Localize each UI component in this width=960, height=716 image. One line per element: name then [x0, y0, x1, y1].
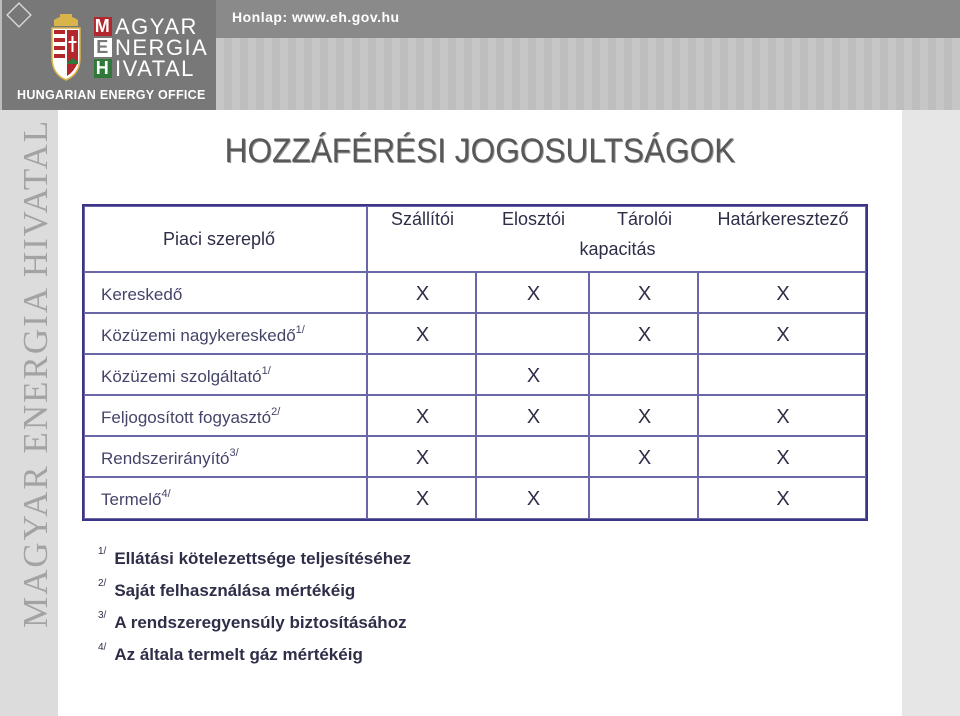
row-footnote-mark: 3/	[229, 447, 239, 459]
footnote	[98, 578, 356, 601]
access-mark: X	[776, 488, 790, 510]
homepage-url[interactable]: Honlap: www.eh.gov.hu	[232, 9, 400, 25]
access-mark: X	[415, 488, 430, 510]
table-cell	[476, 354, 589, 395]
table-cell	[367, 436, 476, 477]
logo-letter-e: E	[94, 38, 112, 57]
table-cell	[367, 272, 476, 313]
slide	[58, 110, 902, 716]
header	[0, 0, 960, 110]
table-row-label-cell	[84, 272, 367, 313]
column-header-4: Határkeresztező	[717, 209, 849, 229]
access-mark: X	[526, 406, 541, 428]
footnote-mark: 4/	[98, 642, 107, 653]
column-header-2: Elosztói	[501, 209, 566, 229]
table-cell	[589, 272, 698, 313]
access-mark: X	[526, 283, 541, 305]
table-row-label-cell	[84, 477, 367, 519]
access-mark: X	[415, 447, 430, 469]
table-cell	[476, 436, 589, 477]
row-label: Feljogosított fogyasztó$^{2/}$	[101, 406, 281, 427]
right-strip	[902, 110, 960, 716]
access-mark: X	[415, 406, 430, 428]
footnote-text: A rendszeregyensúly biztosításához	[114, 613, 407, 632]
table-row-label-cell	[84, 313, 367, 354]
table-cell	[589, 395, 698, 436]
footnote-mark: 2/	[98, 578, 107, 589]
table-cell	[476, 395, 589, 436]
footnote-mark: 1/	[98, 546, 107, 557]
access-mark: X	[526, 365, 541, 387]
row-label: Kereskedő	[101, 285, 183, 304]
diamond-icon	[6, 2, 32, 28]
table-cell	[589, 477, 698, 519]
footnote-text: Ellátási kötelezettsége teljesítéséhez	[114, 549, 412, 568]
table-cell	[589, 313, 698, 354]
access-mark: X	[637, 324, 652, 346]
access-mark: X	[637, 406, 652, 428]
footnote	[98, 642, 363, 665]
table-cell	[367, 313, 476, 354]
logo-letter-m: M	[94, 16, 112, 36]
table-cell	[367, 354, 476, 395]
table-corner-header	[84, 206, 367, 272]
footnote	[98, 546, 412, 569]
table-cell	[367, 477, 476, 519]
column-header-1: Szállítói	[390, 209, 455, 229]
footnote	[98, 610, 407, 633]
logo-letter-h: H	[95, 58, 111, 78]
coat-of-arms-icon	[44, 14, 88, 82]
footnote-text: Saját felhasználása mértékéig	[114, 581, 356, 600]
row-footnote-mark: 1/	[295, 324, 305, 336]
logo-subtitle: HUNGARIAN ENERGY OFFICE	[17, 88, 206, 102]
footnote-text: Az általa termelt gáz mértékéig	[114, 645, 363, 664]
row-footnote-mark: 1/	[261, 365, 271, 377]
access-mark: X	[776, 447, 790, 469]
access-mark: X	[415, 283, 430, 305]
logo[interactable]	[2, 0, 216, 110]
access-mark: X	[415, 324, 430, 346]
table-cell	[476, 313, 589, 354]
table-row-label-cell	[84, 354, 367, 395]
table-cell	[589, 354, 698, 395]
table-cell	[698, 477, 866, 519]
slide-title: HOZZÁFÉRÉSI JOGOSULTSÁGOK	[224, 132, 736, 170]
table-cell	[698, 354, 866, 395]
row-footnote-mark: 4/	[161, 488, 171, 500]
table-cell	[589, 436, 698, 477]
header-band	[216, 38, 960, 110]
table-cell	[698, 395, 866, 436]
row-footnote-mark: 2/	[271, 406, 281, 418]
row-label: Rendszerirányító$^{3/}$	[101, 447, 239, 468]
footnote-mark: 3/	[98, 610, 107, 621]
logo-wordmark	[94, 16, 208, 79]
table-cell	[698, 313, 866, 354]
table-cell	[698, 436, 866, 477]
row-label: Közüzemi szolgáltató$^{1/}$	[101, 365, 271, 386]
column-header-3: Tárolói	[616, 209, 673, 229]
table-column-header	[367, 206, 866, 272]
access-mark: X	[637, 447, 652, 469]
table-cell	[698, 272, 866, 313]
table-cell	[476, 477, 589, 519]
access-mark: X	[776, 324, 790, 346]
url-bar	[216, 0, 960, 38]
logo-line2-rest: NERGIA	[115, 35, 209, 60]
column-subheader: kapacitás	[579, 239, 656, 259]
table-row-label-cell	[84, 436, 367, 477]
access-mark: X	[526, 488, 541, 510]
access-mark: X	[776, 283, 790, 305]
table-cell	[476, 272, 589, 313]
row-label: Termelő$^{4/}$	[101, 488, 171, 509]
access-rights-table	[82, 204, 868, 521]
logo-line1-rest: AGYAR	[115, 14, 198, 39]
access-mark: X	[637, 283, 652, 305]
logo-line3-rest: IVATAL	[115, 56, 195, 81]
access-mark: X	[776, 406, 790, 428]
corner-header-label: Piaci szereplő	[163, 229, 276, 249]
table-row-label-cell	[84, 395, 367, 436]
row-label: Közüzemi nagykereskedő$^{1/}$	[101, 324, 305, 345]
table-cell	[367, 395, 476, 436]
vertical-brand-text: MAGYAR ENERGIA HIVATAL	[16, 118, 55, 628]
